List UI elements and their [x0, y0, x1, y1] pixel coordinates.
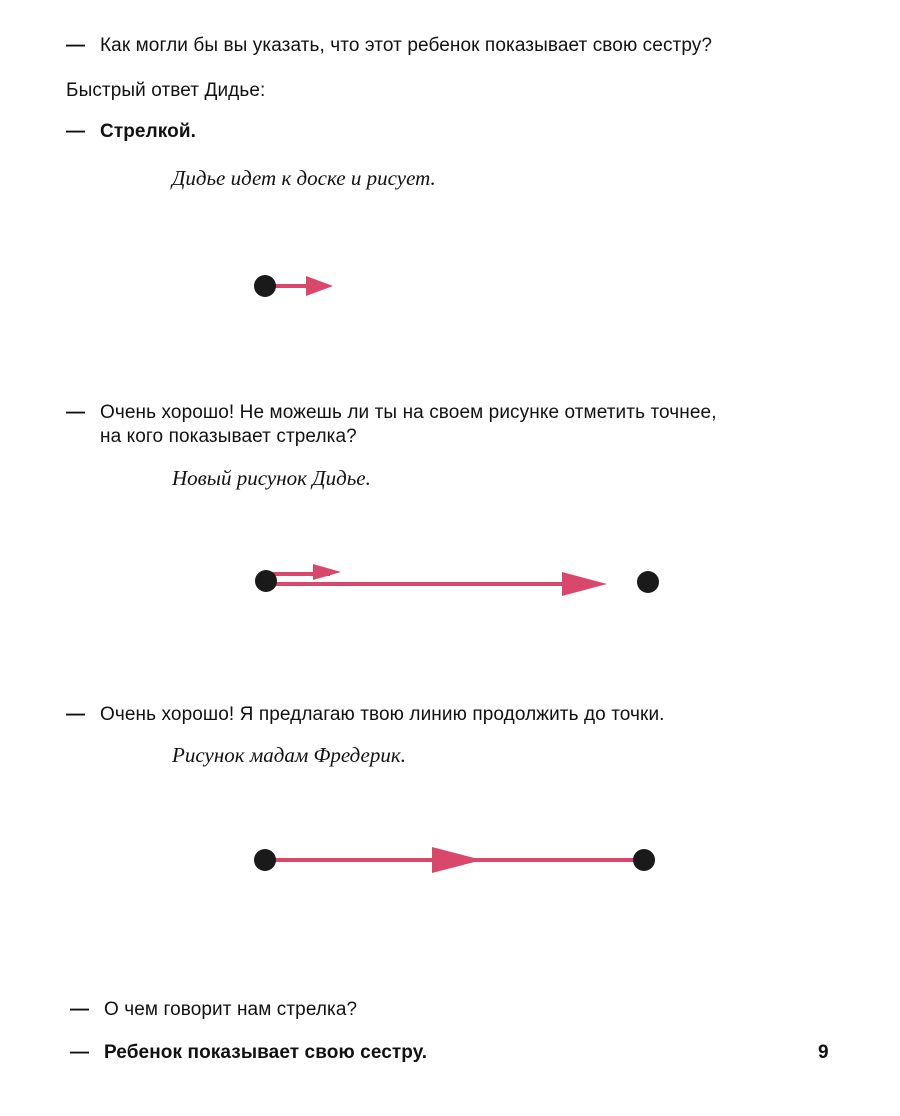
stage-direction-3: Рисунок мадам Фредерик.: [172, 743, 406, 767]
figure-2: [0, 542, 900, 622]
arrow-head-2a: [313, 564, 341, 580]
arrow-head-2b: [562, 572, 607, 596]
dash: —: [66, 121, 86, 142]
question-3-text: Очень хорошо! Я предлагаю твою линию продолжить до точки.: [100, 704, 665, 725]
intro-text: Быстрый ответ Дидье:: [66, 80, 266, 101]
question-2-line-2: [100, 425, 357, 449]
answer-1: [66, 120, 196, 144]
dash: —: [70, 999, 90, 1020]
stage-direction-2: Новый рисунок Дидье.: [172, 466, 371, 490]
dash: —: [70, 1042, 90, 1063]
answer-4: [70, 1041, 427, 1065]
arrow-head-1: [306, 276, 333, 296]
question-2-text-2: на кого показывает стрелка?: [100, 426, 357, 447]
stage-direction-1: Дидье идет к доске и рисует.: [172, 166, 436, 190]
question-1-text: Как могли бы вы указать, что этот ребенок показывает свою сестру?: [100, 35, 713, 56]
dot-start-2: [255, 570, 277, 592]
answer-1-text: Стрелкой.: [100, 121, 196, 142]
question-3: [66, 703, 665, 727]
dot-start-3: [254, 849, 276, 871]
dot-end-2: [637, 571, 659, 593]
dash: —: [66, 704, 86, 725]
figure-1: [0, 246, 900, 326]
question-4-text: О чем говорит нам стрелка?: [104, 999, 358, 1020]
dash: —: [66, 402, 86, 423]
dot-end-3: [633, 849, 655, 871]
question-4: [70, 998, 357, 1022]
question-2-text-1: Очень хорошо! Не можешь ли ты на своем рисунке отметить точнее,: [100, 402, 717, 423]
dash: —: [66, 35, 86, 56]
figure-3: [0, 820, 900, 900]
question-1: [66, 34, 712, 58]
page-number: 9: [818, 1042, 829, 1063]
intro-line: [66, 79, 265, 103]
question-2-line-1: [66, 401, 717, 425]
answer-4-text: Ребенок показывает свою сестру.: [104, 1042, 428, 1063]
dot-start-1: [254, 275, 276, 297]
arrow-head-3: [432, 847, 482, 873]
